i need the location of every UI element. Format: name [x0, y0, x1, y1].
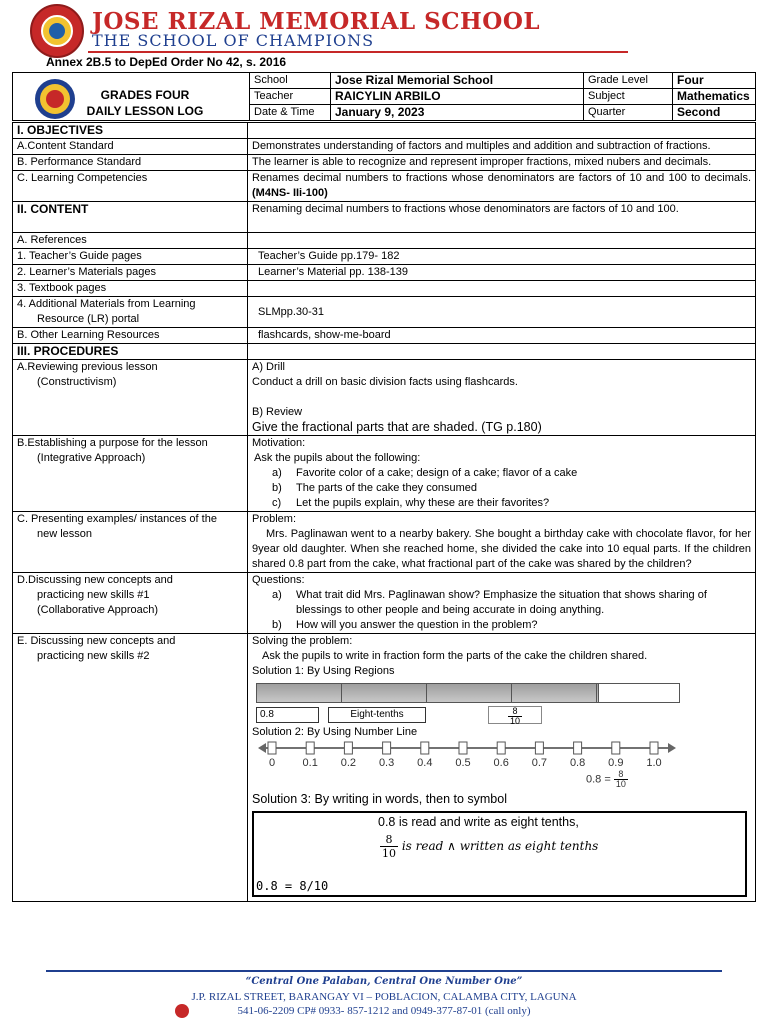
- additional-materials-label: 4. Additional Materials from Learning: [17, 298, 196, 310]
- number-line-label: 0.5: [455, 757, 471, 769]
- number-line-tick: [268, 742, 276, 754]
- list-item: [252, 618, 751, 633]
- quarter-label: Quarter: [584, 105, 673, 121]
- fraction: [508, 707, 522, 726]
- fraction: [380, 833, 398, 860]
- list-text: The parts of the cake they consumed: [296, 482, 477, 494]
- textbook-pages-label: 3. Textbook pages: [13, 281, 248, 297]
- number-line-tick: [650, 742, 658, 754]
- number-line-label: 1.0: [646, 757, 662, 769]
- learners-materials-value: Learner’s Material pp. 138-139: [248, 265, 756, 281]
- procedure-a-approach: (Constructivism): [37, 376, 117, 388]
- number-line-tick: [421, 742, 429, 754]
- other-resources-value: flashcards, show-me-board: [248, 328, 756, 344]
- review-heading: B) Review: [252, 406, 303, 418]
- region-segment: [512, 684, 597, 702]
- list-item: [252, 496, 751, 511]
- problem-text: Mrs. Paglinawan went to a nearby bakery. She bought a birthday cake with chocolate flavor, for her 9year old daughter. When she reached home, she divided the cake into 10 equal parts. If the children shared 0.8 part from the cake, what fractional part of the cake was shared by the children?: [252, 528, 751, 570]
- procedures-heading: III. PROCEDURES: [13, 344, 248, 360]
- review-text: Give the fractional parts that are shaded. (TG p.180): [252, 420, 542, 434]
- arrow-right-icon: [668, 743, 676, 753]
- number-line-label: 0.9: [608, 757, 624, 769]
- fraction-numerator: 8: [508, 707, 522, 717]
- procedure-d-approach: (Collaborative Approach): [37, 604, 159, 616]
- number-line-tick: [383, 742, 391, 754]
- motivation-ask: Ask the pupils about the following:: [254, 452, 421, 464]
- procedure-c-label: C. Presenting examples/ instances of the: [17, 513, 217, 525]
- content-heading: II. CONTENT: [13, 202, 248, 233]
- procedure-b-approach: (Integrative Approach): [37, 452, 146, 464]
- number-line-label: 0.7: [531, 757, 548, 769]
- formula-box: [252, 811, 747, 897]
- fraction-denominator: 10: [382, 847, 396, 860]
- teachers-guide-label: 1. Teacher’s Guide pages: [13, 249, 248, 265]
- fraction: [614, 770, 628, 789]
- region-segment: [342, 684, 427, 702]
- motivation-heading: Motivation:: [252, 437, 306, 449]
- formula-line-1: 0.8 is read and write as eight tenths,: [378, 815, 579, 829]
- decimal-box: 0.8: [256, 707, 319, 723]
- other-resources-label: B. Other Learning Resources: [13, 328, 248, 344]
- fraction-box: [488, 706, 542, 724]
- school-name: JOSE RIZAL MEMORIAL SCHOOL: [92, 8, 541, 35]
- number-line-tick: [306, 742, 314, 754]
- teacher-value: RAICYLIN ARBILO: [331, 89, 584, 105]
- date-value: January 9, 2023: [331, 105, 584, 121]
- list-key: b): [272, 619, 282, 631]
- region-labels: [252, 705, 751, 725]
- fraction-denominator: 10: [509, 716, 520, 726]
- procedure-e-label: E. Discussing new concepts and: [17, 635, 176, 647]
- footer-phone: 541-06-2209 CP# 0933- 857-1212 and 0949-377-87-01 (call only): [237, 1005, 531, 1017]
- references-label: A. References: [13, 233, 248, 249]
- grade-value: Four: [673, 73, 756, 89]
- list-key: b): [272, 482, 282, 494]
- number-line-label: 0: [268, 757, 276, 769]
- formula-line-2: is read ∧ written as eight tenths: [401, 839, 599, 853]
- annex-reference: Annex 2B.5 to DepEd Order No 42, s. 2016: [46, 55, 287, 69]
- footer-slogan: “Central One Palaban, Central One Number One”: [245, 976, 523, 987]
- learning-competencies-label: C. Learning Competencies: [13, 171, 248, 202]
- number-line-tick: [612, 742, 620, 754]
- school-seal-logo: [30, 4, 84, 58]
- header-divider: [88, 51, 628, 53]
- formula-line-3: 0.8 = 8/10: [256, 879, 329, 893]
- solving-ask: Ask the pupils to write in fraction form the parts of the cake the children shared.: [262, 650, 648, 662]
- additional-materials-value: SLMpp.30-31: [248, 297, 756, 328]
- list-text: How will you answer the question in the problem?: [296, 619, 538, 631]
- additional-materials-label-2: Resource (LR) portal: [37, 313, 140, 325]
- list-item: [252, 466, 751, 481]
- list-text: What trait did Mrs. Paglinawan show? Emphasize the situation that shows sharing of blessings to other people and being accurate in doing anything.: [296, 589, 707, 616]
- number-line-tick: [497, 742, 505, 754]
- footer-divider: [46, 970, 722, 972]
- words-box: Eight-tenths: [328, 707, 426, 723]
- list-item: [252, 481, 751, 496]
- shaded-region-strip: [256, 683, 680, 703]
- content-standard-label: A.Content Standard: [13, 139, 248, 155]
- subject-label: Subject: [584, 89, 673, 105]
- number-line: [256, 740, 678, 790]
- lesson-log-table: [12, 122, 756, 902]
- number-line-tick: [535, 742, 543, 754]
- solving-heading: Solving the problem:: [252, 635, 353, 647]
- competency-code: (M4NS- IIi-100): [252, 187, 328, 199]
- school-motto: THE SCHOOL OF CHAMPIONS: [92, 31, 375, 50]
- arrow-left-icon: [258, 743, 266, 753]
- learning-competencies-text: Renames decimal numbers to fractions whose denominators are factors of 10 and 100 to decimals.: [252, 172, 751, 184]
- subject-value: Mathematics: [673, 89, 756, 105]
- region-segment: [427, 684, 512, 702]
- list-text: Favorite color of a cake; design of a cake; flavor of a cake: [296, 467, 578, 479]
- log-title-cell: [13, 73, 250, 121]
- questions-heading: Questions:: [252, 574, 305, 586]
- fraction-numerator: 8: [614, 770, 628, 780]
- school-label: School: [250, 73, 331, 89]
- number-line-label: 0.2: [340, 757, 357, 769]
- procedure-a-label: A.Reviewing previous lesson: [17, 361, 158, 373]
- list-key: a): [272, 589, 282, 601]
- number-line-label: 0.4: [417, 757, 433, 769]
- log-title-grade: GRADES FOUR: [100, 88, 190, 102]
- list-key: a): [272, 467, 282, 479]
- number-line-tick: [459, 742, 467, 754]
- procedure-d-label-2: practicing new skills #1: [37, 589, 150, 601]
- solution-3-heading: Solution 3: By writing in words, then to symbol: [252, 792, 507, 806]
- grade-label: Grade Level: [584, 73, 673, 89]
- teacher-label: Teacher: [250, 89, 331, 105]
- lesson-info-table: [12, 72, 756, 121]
- list-text: Let the pupils explain, why these are their favorites?: [296, 497, 550, 509]
- motivation-list: [252, 466, 751, 511]
- drill-text: Conduct a drill on basic division facts using flashcards.: [252, 376, 518, 388]
- learners-materials-label: 2. Learner’s Materials pages: [13, 265, 248, 281]
- procedure-d-label: D.Discussing new concepts and: [17, 574, 173, 586]
- fraction-denominator: 10: [615, 779, 626, 789]
- number-line-tick: [344, 742, 352, 754]
- quarter-value: Second: [673, 105, 756, 121]
- fraction-numerator: 8: [380, 833, 398, 847]
- date-label: Date & Time: [250, 105, 331, 121]
- drill-heading: A) Drill: [252, 361, 285, 373]
- teachers-guide-value: Teacher’s Guide pp.179- 182: [248, 249, 756, 265]
- content-text: Renaming decimal numbers to fractions whose denominators are factors of 10 and 100.: [248, 202, 756, 233]
- log-title-name: DAILY LESSON LOG: [86, 104, 204, 118]
- region-segment: [257, 684, 342, 702]
- number-line-equation: 0.8 =: [586, 773, 611, 786]
- procedure-e-label-2: practicing new skills #2: [37, 650, 150, 662]
- questions-list: [252, 588, 751, 633]
- number-line-tick: [574, 742, 582, 754]
- problem-heading: Problem:: [252, 513, 297, 525]
- procedure-c-label-2: new lesson: [37, 528, 93, 540]
- number-line-label: 0.1: [302, 757, 318, 769]
- list-item: [252, 588, 751, 618]
- performance-standard-text: The learner is able to recognize and represent improper fractions, mixed nubers and decimals.: [248, 155, 756, 171]
- school-value: Jose Rizal Memorial School: [331, 73, 584, 89]
- number-line-label: 0.6: [493, 757, 509, 769]
- number-line-label: 0.8: [569, 757, 586, 769]
- solution-2-heading: Solution 2: By Using Number Line: [252, 726, 418, 738]
- procedure-b-label: B.Establishing a purpose for the lesson: [17, 437, 208, 449]
- number-line-label: 0.3: [378, 757, 395, 769]
- content-standard-text: Demonstrates understanding of factors and multiples and addition and subtraction of fractions.: [248, 139, 756, 155]
- unshaded-region: [598, 684, 679, 702]
- objectives-heading: I. OBJECTIVES: [13, 123, 248, 139]
- performance-standard-label: B. Performance Standard: [13, 155, 248, 171]
- deped-seal-logo: [35, 79, 75, 119]
- solution-1-heading: Solution 1: By Using Regions: [252, 665, 395, 677]
- footer-address: J.P. RIZAL STREET, BARANGAY VI – POBLACION, CALAMBA CITY, LAGUNA: [191, 991, 577, 1003]
- list-key: c): [272, 497, 282, 509]
